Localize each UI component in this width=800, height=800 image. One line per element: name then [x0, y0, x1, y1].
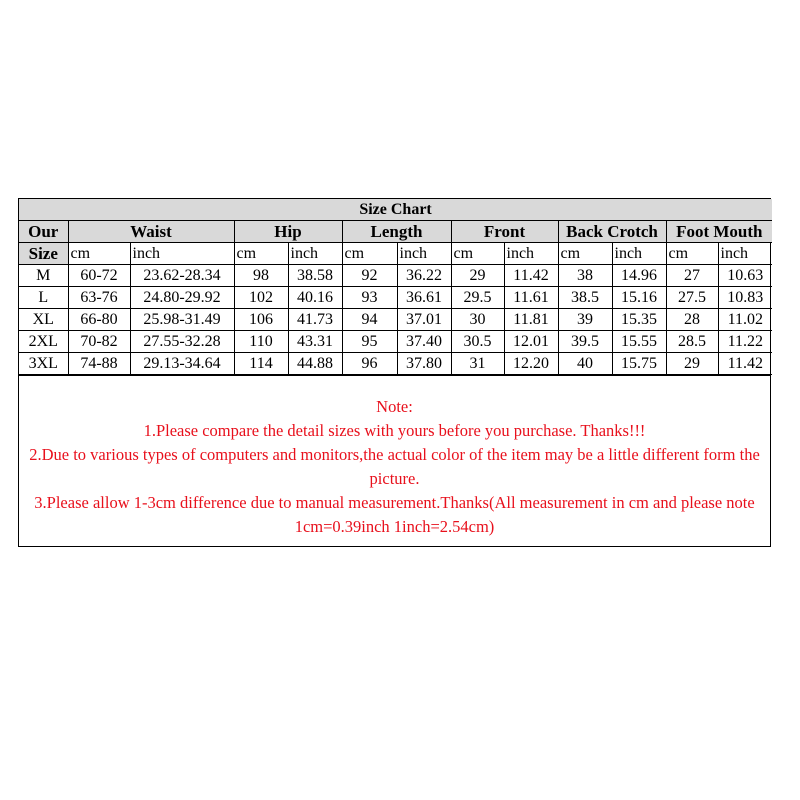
table-cell: 11.42: [504, 265, 558, 287]
unit-cell: cm: [451, 243, 504, 265]
table-cell: 11.42: [718, 353, 772, 375]
table-cell: 37.01: [397, 309, 451, 331]
table-cell: 15.55: [612, 331, 666, 353]
table-cell: 29.5: [451, 287, 504, 309]
table-cell: 11.61: [504, 287, 558, 309]
front-header: Front: [451, 221, 558, 243]
table-cell: 11.22: [718, 331, 772, 353]
note-item: 1.Please compare the detail sizes with yours before you purchase. Thanks!!!: [143, 421, 646, 440]
table-cell: 70-82: [68, 331, 130, 353]
length-header: Length: [342, 221, 451, 243]
size-cell: 2XL: [19, 331, 68, 353]
table-cell: 36.61: [397, 287, 451, 309]
table-cell: 27: [666, 265, 718, 287]
table-cell: 28: [666, 309, 718, 331]
unit-cell: cm: [558, 243, 612, 265]
unit-cell: cm: [68, 243, 130, 265]
table-cell: 15.35: [612, 309, 666, 331]
size-label: Size: [19, 243, 68, 265]
note-item: 3.Please allow 1-3cm difference due to manual measurement.Thanks(All measurement in cm and please note 1cm=0.39inch 1inch=2.54cm): [34, 493, 755, 536]
table-cell: 106: [234, 309, 288, 331]
table-cell: 11.81: [504, 309, 558, 331]
size-cell: XL: [19, 309, 68, 331]
table-row: [19, 309, 772, 331]
size-cell: L: [19, 287, 68, 309]
table-cell: 95: [342, 331, 397, 353]
unit-cell: inch: [504, 243, 558, 265]
note-item: 2.Due to various types of computers and monitors,the actual color of the item may be a little different form the picture.: [29, 445, 760, 488]
table-cell: 43.31: [288, 331, 342, 353]
table-cell: 60-72: [68, 265, 130, 287]
table-cell: 23.62-28.34: [130, 265, 234, 287]
table-cell: 96: [342, 353, 397, 375]
back-crotch-header: Back Crotch: [558, 221, 666, 243]
table-cell: 98: [234, 265, 288, 287]
foot-mouth-header: Foot Mouth: [666, 221, 772, 243]
unit-cell: inch: [397, 243, 451, 265]
table-cell: 31: [451, 353, 504, 375]
note-heading: Note:: [376, 397, 413, 416]
table-cell: 11.02: [718, 309, 772, 331]
table-cell: 12.01: [504, 331, 558, 353]
hip-header: Hip: [234, 221, 342, 243]
size-chart: [18, 198, 771, 547]
table-cell: 44.88: [288, 353, 342, 375]
table-cell: 37.40: [397, 331, 451, 353]
unit-cell: cm: [234, 243, 288, 265]
table-cell: 37.80: [397, 353, 451, 375]
table-cell: 93: [342, 287, 397, 309]
unit-cell: inch: [612, 243, 666, 265]
table-cell: 39: [558, 309, 612, 331]
table-cell: 27.5: [666, 287, 718, 309]
table-cell: 38: [558, 265, 612, 287]
table-cell: 15.16: [612, 287, 666, 309]
unit-cell: inch: [718, 243, 772, 265]
table-cell: 28.5: [666, 331, 718, 353]
table-cell: 38.5: [558, 287, 612, 309]
size-cell: M: [19, 265, 68, 287]
waist-header: Waist: [68, 221, 234, 243]
table-cell: 29: [666, 353, 718, 375]
table-cell: 36.22: [397, 265, 451, 287]
table-cell: 94: [342, 309, 397, 331]
unit-cell: inch: [130, 243, 234, 265]
table-row: [19, 331, 772, 353]
table-cell: 114: [234, 353, 288, 375]
table-cell: 14.96: [612, 265, 666, 287]
table-cell: 29.13-34.64: [130, 353, 234, 375]
table-cell: 12.20: [504, 353, 558, 375]
table-cell: 38.58: [288, 265, 342, 287]
table-row: [19, 287, 772, 309]
unit-cell: inch: [288, 243, 342, 265]
table-cell: 63-76: [68, 287, 130, 309]
table-cell: 10.83: [718, 287, 772, 309]
table-cell: 74-88: [68, 353, 130, 375]
our-size-label: Our: [19, 221, 68, 243]
table-row: [19, 353, 772, 375]
table-cell: 92: [342, 265, 397, 287]
table-cell: 41.73: [288, 309, 342, 331]
title-row: [19, 199, 772, 221]
table-cell: 66-80: [68, 309, 130, 331]
table-cell: 39.5: [558, 331, 612, 353]
notes-section: [19, 375, 770, 546]
header-row: [19, 221, 772, 243]
table-cell: 25.98-31.49: [130, 309, 234, 331]
table-cell: 30.5: [451, 331, 504, 353]
table-cell: 27.55-32.28: [130, 331, 234, 353]
unit-cell: cm: [342, 243, 397, 265]
chart-title: Size Chart: [19, 199, 772, 221]
size-cell: 3XL: [19, 353, 68, 375]
table-cell: 110: [234, 331, 288, 353]
table-cell: 10.63: [718, 265, 772, 287]
table-cell: 29: [451, 265, 504, 287]
table-cell: 30: [451, 309, 504, 331]
unit-cell: cm: [666, 243, 718, 265]
table-cell: 24.80-29.92: [130, 287, 234, 309]
table-row: [19, 265, 772, 287]
size-table: [19, 199, 772, 375]
table-cell: 102: [234, 287, 288, 309]
table-cell: 40: [558, 353, 612, 375]
unit-row: [19, 243, 772, 265]
table-cell: 40.16: [288, 287, 342, 309]
table-cell: 15.75: [612, 353, 666, 375]
